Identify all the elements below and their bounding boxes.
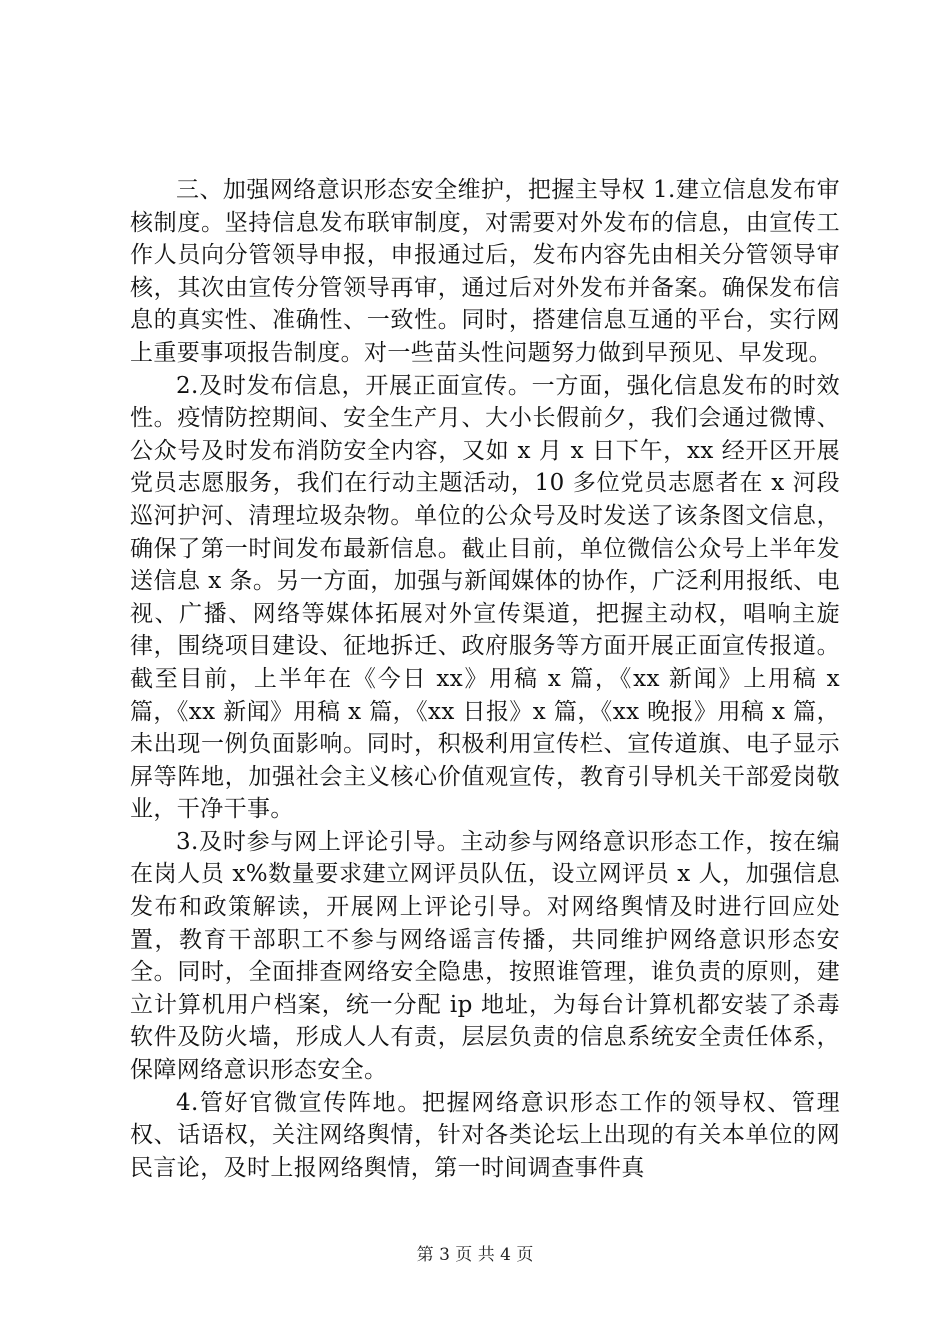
page-footer: 第 3 页 共 4 页 [416, 1245, 534, 1265]
document-body [130, 174, 840, 1184]
paragraph-item-three: 3.及时参与网上评论引导。主动参与网络意识形态工作，按在编在岗人员 x%数量要求建立网评员队伍，设立网评员 x 人，加强信息发布和政策解读，开展网上评论引导。对网络舆情及时进行回应处置，教育干部职工不参与网络谣言传播，共同维护网络意识形态安全。同时，全面排查网络安全隐患，按照谁管理，谁负责的原则，建立计算机用户档案，统一分配 ip 地址，为每台计算机都安装了杀毒软件及防火墙，形成人人有责，层层负责的信息系统安全责任体系，保障网络意识形态安全。 [130, 828, 840, 1084]
paragraph-item-two: 2.及时发布信息，开展正面宣传。一方面，强化信息发布的时效性。疫情防控期间、安全生产月、大小长假前夕，我们会通过微博、公众号及时发布消防安全内容，又如 x 月 x 日下午，xx 经开区开展党员志愿服务，我们在行动主题活动，10 多位党员志愿者在 x 河段巡河护河、清理垃圾杂物。单位的公众号及时发送了该条图文信息，确保了第一时间发布最新信息。截止目前，单位微信公众号上半年发送信息 x 条。另一方面，加强与新闻媒体的协作，广泛利用报纸、电视、广播、网络等媒体拓展对外宣传渠道，把握主动权，唱响主旋律，围绕项目建设、征地拆迁、政府服务等方面开展正面宣传报道。截至目前，上半年在《今日 xx》用稿 x 篇，《xx 新闻》上用稿 x 篇，《xx 新闻》用稿 x 篇，《xx 日报》x 篇，《xx 晚报》用稿 x 篇，未出现一例负面影响。同时，积极利用宣传栏、宣传道旗、电子显示屏等阵地，加强社会主义核心价值观宣传，教育引导机关干部爱岗敬业，干净干事。 [130, 372, 840, 823]
paragraph-section-three-item-one: 三、加强网络意识形态安全维护，把握主导权 1.建立信息发布审核制度。坚持信息发布联审制度，对需要对外发布的信息，由宣传工作人员向分管领导申报，申报通过后，发布内容先由相关分管领导审核，其次由宣传分管领导再审，通过后对外发布并备案。确保发布信息的真实性、准确性、一致性。同时，搭建信息互通的平台，实行网上重要事项报告制度。对一些苗头性问题努力做到早预见、早发现。 [130, 177, 840, 366]
paragraph-item-four: 4.管好官微宣传阵地。把握网络意识形态工作的领导权、管理权、话语权，关注网络舆情，针对各类论坛上出现的有关本单位的网民言论，及时上报网络舆情，第一时间调查事件真 [130, 1089, 840, 1181]
